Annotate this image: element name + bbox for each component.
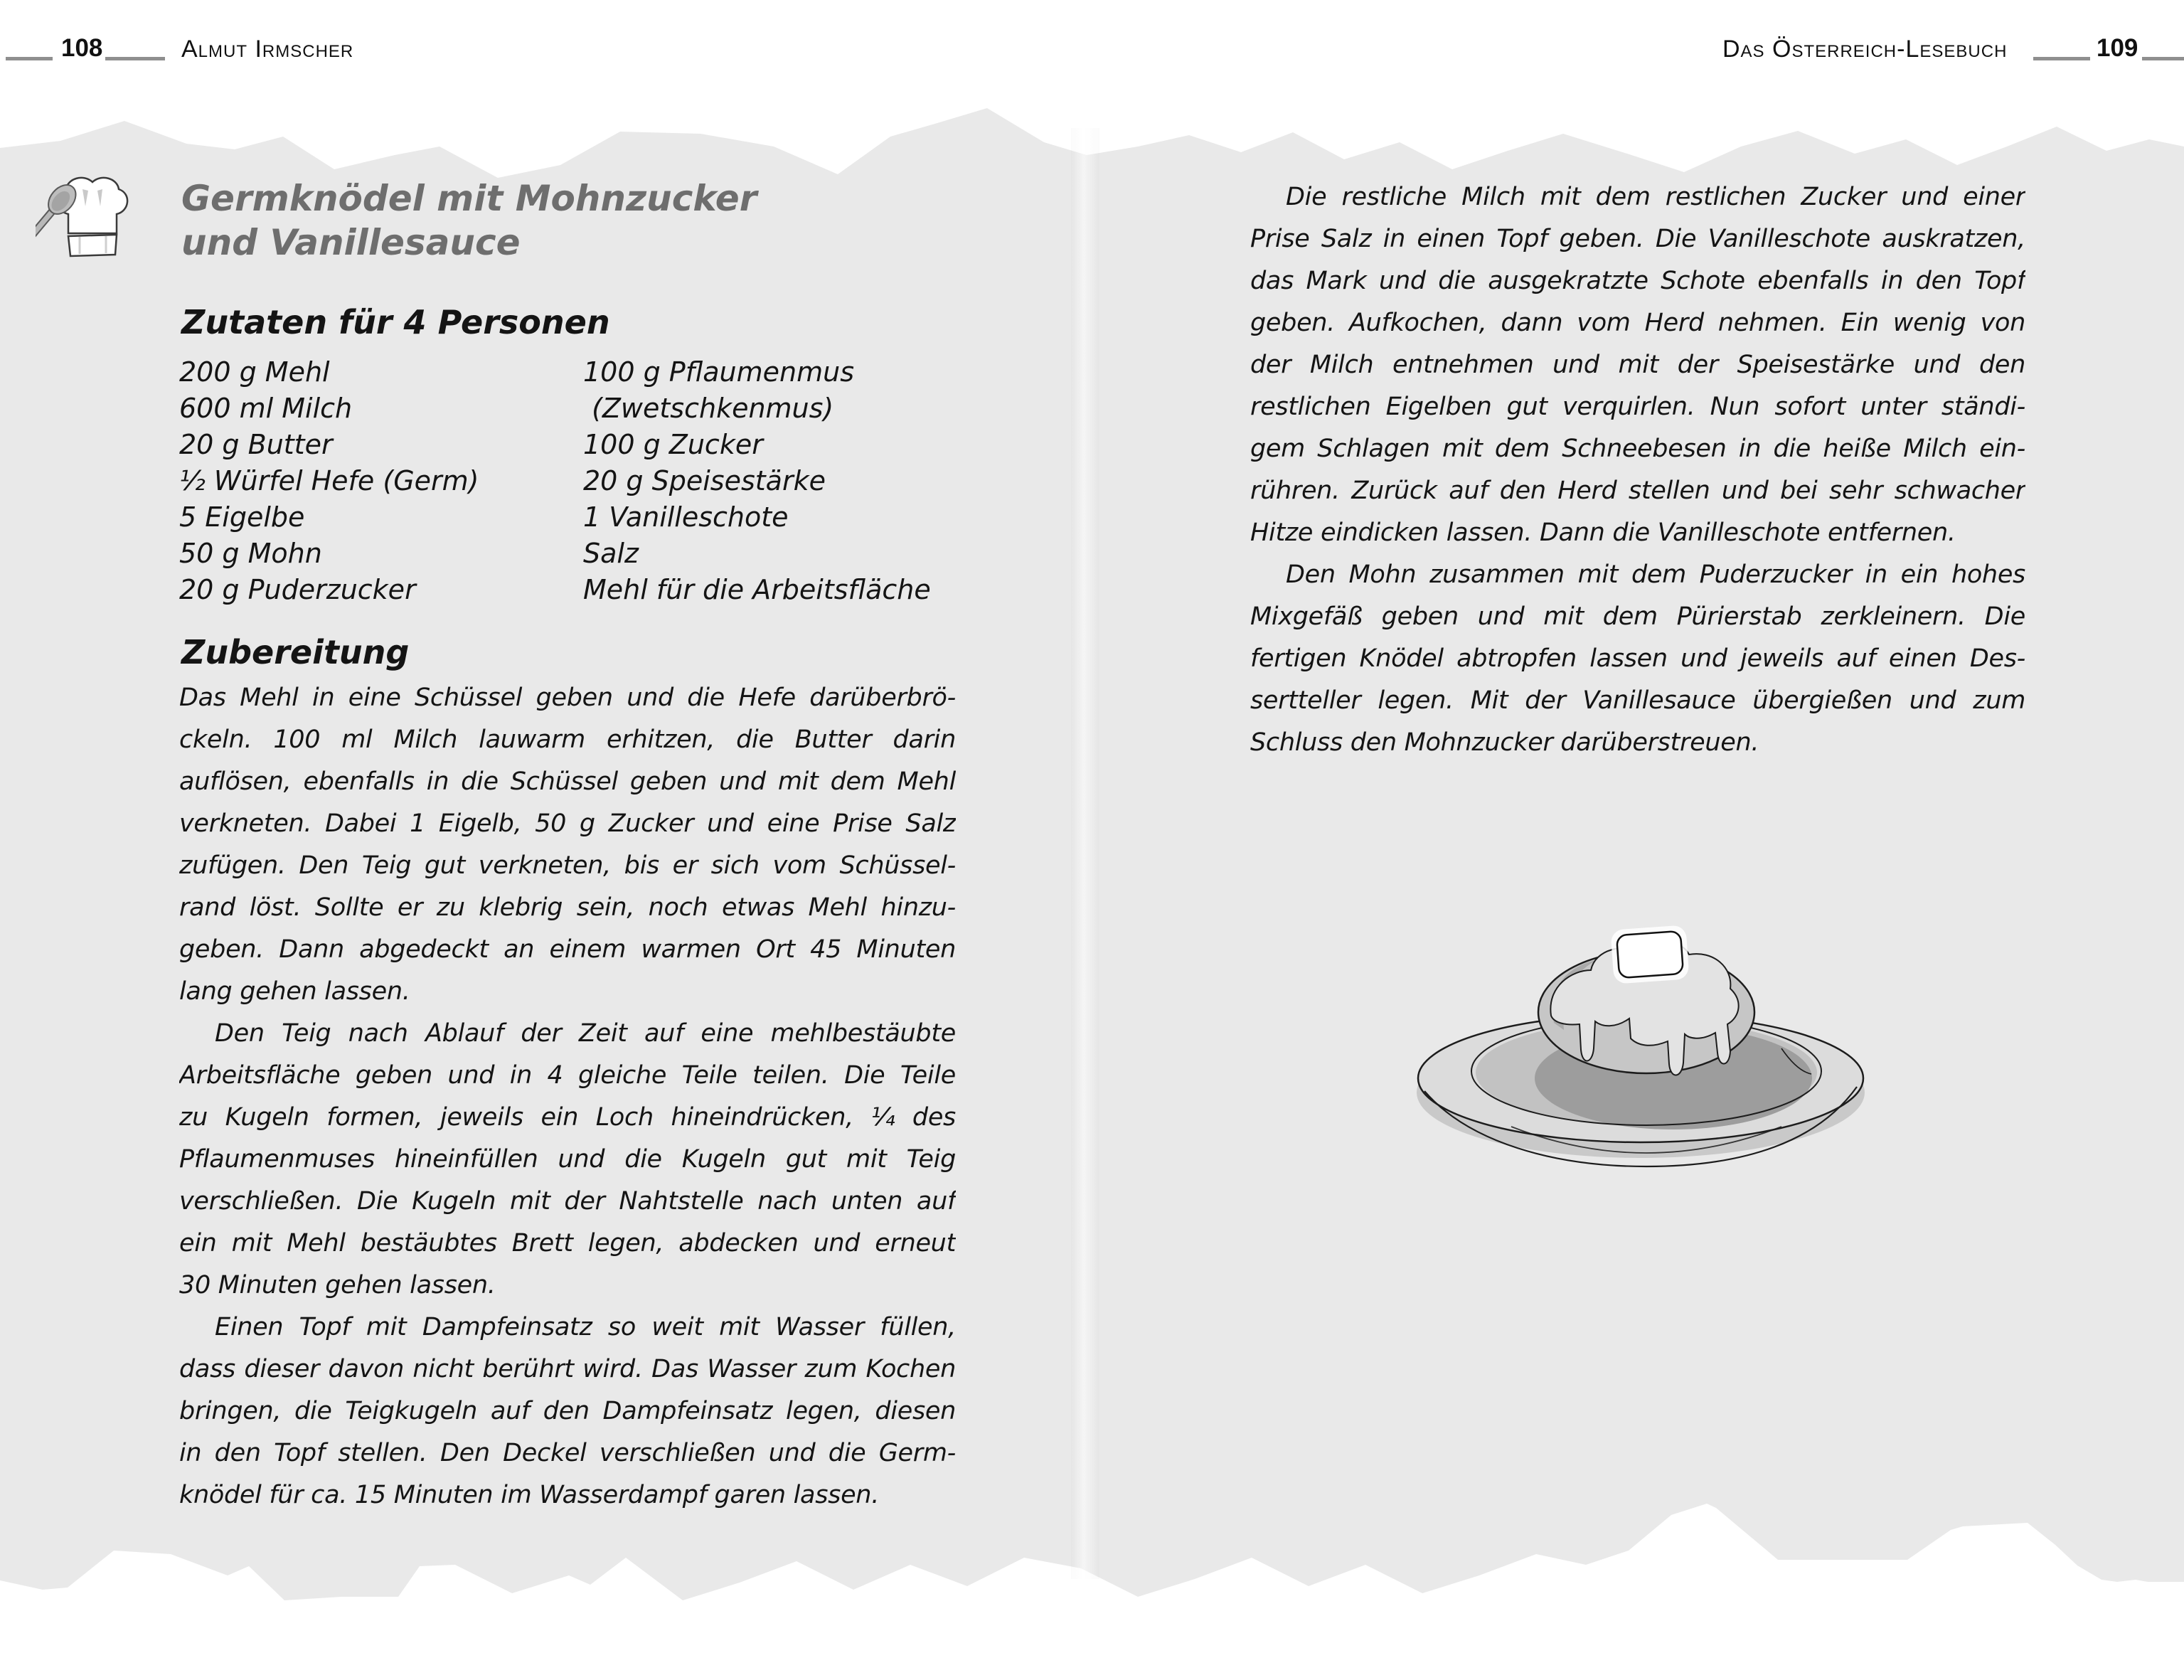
text-line: Die restliche Milch mit dem restlichen Zucker und einer [1286,183,2025,211]
text-line: Hitze eindicken lassen. Dann die Vanilleschote entfernen. [1250,519,1956,547]
text-line: Den Mohn zusammen mit dem Puderzucker in ein hohes [1286,560,2025,589]
header-rule [6,57,53,60]
ingredient-line: (Zwetschkenmus) [583,393,834,424]
text-line: verkneten. Dabei 1 Eigelb, 50 g Zucker und eine Prise Salz [179,809,956,838]
preparation-text-right [1250,176,2025,764]
ingredient-line: Salz [583,538,639,569]
text-line: das Mark und die ausgekratzte Schote ebenfalls in den Topf [1250,267,2025,295]
text-line: verschließen. Die Kugeln mit der Nahtstelle nach unten auf [179,1187,956,1216]
ingredient-line: Mehl für die Arbeitsfläche [583,574,931,605]
page-gutter-shadow [1071,128,1099,1579]
text-line: rühren. Zurück auf den Herd stellen und bei sehr schwacher [1250,477,2025,505]
text-line: Pflaumenmuses hineinfüllen und die Kugeln gut mit Teig [179,1145,956,1174]
paragraph [1250,176,2025,554]
preparation-text-left [179,677,956,1516]
text-line: auflösen, ebenfalls in die Schüssel geben und mit dem Mehl [179,767,956,796]
text-line: fertigen Knödel abtropfen lassen und jeweils auf einen Des- [1250,644,2025,673]
ingredient-line: 100 g Zucker [583,429,763,460]
running-title-right: Das Österreich-Lesebuch [1722,36,2008,63]
ingredient-line: 50 g Mohn [179,538,322,569]
text-line: Den Teig nach Ablauf der Zeit auf eine mehlbestäubte [215,1019,956,1048]
text-line: Mixgefäß geben und mit dem Pürierstab zerkleinern. Die [1250,602,2025,631]
text-line: restlichen Eigelben gut verquirlen. Nun sofort unter ständi- [1250,393,2025,421]
text-line: Arbeitsfläche geben und in 4 gleiche Teile teilen. Die Teile [179,1061,956,1090]
paragraph [1250,554,2025,764]
ingredient-line: 600 ml Milch [179,393,353,424]
ingredient-line: 200 g Mehl [179,356,330,388]
text-line: ckeln. 100 ml Milch lauwarm erhitzen, die Butter darin [179,725,956,754]
header-rule [105,57,165,60]
paragraph [179,677,956,1013]
germknoedel-plate-illustration [1412,902,1874,1186]
text-line: in den Topf stellen. Den Deckel verschließen und die Germ- [179,1439,956,1467]
text-line: Einen Topf mit Dampfeinsatz so weit mit Wasser füllen, [215,1313,956,1341]
text-line: der Milch entnehmen und mit der Speisestärke und den [1250,351,2025,379]
ingredient-line: 1 Vanilleschote [583,501,789,533]
ingredients-column-1 [179,354,577,608]
text-line: lang gehen lassen. [179,977,410,1006]
text-line: Prise Salz in einen Topf geben. Die Vanilleschote auskratzen, [1250,225,2025,253]
recipe-title: Germknödel mit Mohnzucker und Vanillesauce [181,178,757,263]
text-line: zufügen. Den Teig gut verkneten, bis er sich vom Schüssel- [179,851,956,880]
text-line: rand löst. Sollte er zu klebrig sein, noch etwas Mehl hinzu- [179,893,956,922]
ingredients-heading: Zutaten für 4 Personen [181,303,610,341]
page-number-right: 109 [2097,34,2138,62]
text-line: bringen, die Teigkugeln auf den Dampfeinsatz legen, diesen [179,1397,956,1425]
text-line: geben. Dann abgedeckt an einem warmen Ort 45 Minuten [179,935,956,964]
text-line: Das Mehl in eine Schüssel geben und die Hefe darüberbrö- [179,684,956,712]
butter-pat [1610,925,1689,984]
text-line: dass dieser davon nicht berührt wird. Das Wasser zum Kochen [179,1355,956,1383]
page-number-left: 108 [61,34,103,62]
text-line: sertteller legen. Mit der Vanillesauce übergießen und zum [1250,686,2025,715]
running-title-left: Almut Irmscher [181,36,354,63]
text-line: geben. Aufkochen, dann vom Herd nehmen. Ein wenig von [1250,309,2025,337]
preparation-heading: Zubereitung [181,633,410,671]
text-line: 30 Minuten gehen lassen. [179,1271,496,1299]
text-line: knödel für ca. 15 Minuten im Wasserdampf garen lassen. [179,1481,880,1509]
ingredient-line: 20 g Puderzucker [179,574,416,605]
ingredient-line: 100 g Pflaumenmus [583,356,855,388]
ingredient-line: 5 Eigelbe [179,501,305,533]
header-rule [2033,57,2090,60]
text-line: gem Schlagen mit dem Schneebesen in die heiße Milch ein- [1250,435,2025,463]
paragraph [179,1307,956,1516]
ingredient-line: 20 g Speisestärke [583,465,826,496]
text-line: zu Kugeln formen, jeweils ein Loch hineindrücken, ¼ des [179,1103,956,1132]
text-line: Schluss den Mohnzucker darüberstreuen. [1250,728,1759,757]
header-rule [2142,57,2184,60]
ingredient-line: 20 g Butter [179,429,333,460]
paragraph [179,1013,956,1307]
chef-hat-icon [36,169,149,276]
ingredient-line: ½ Würfel Hefe (Germ) [179,465,479,496]
text-line: ein mit Mehl bestäubtes Brett legen, abdecken und erneut [179,1229,956,1258]
ingredients-column-2 [583,354,981,608]
